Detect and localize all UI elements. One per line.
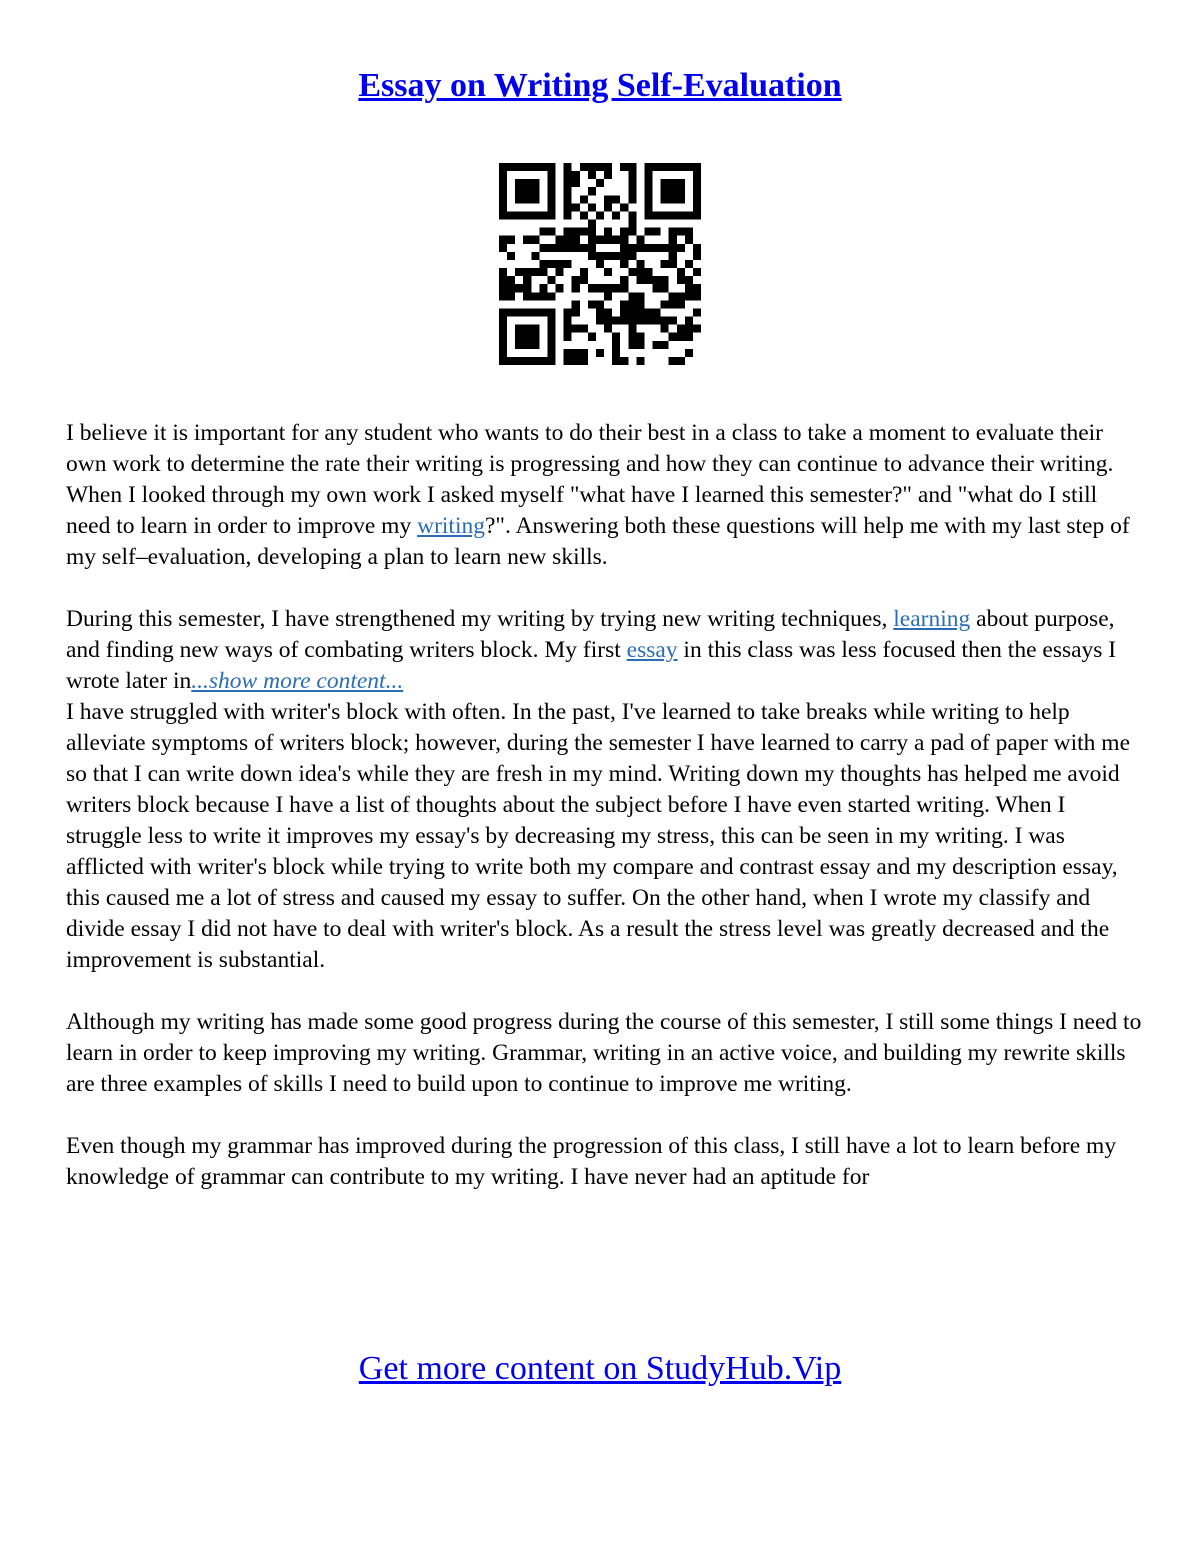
paragraph-text: I believe it is important for any student who wants to do their best in a class to take a moment to evaluate their own work to determine the rate their writing is progressing and how they can continue to advance their writing. When I looked through my own work I asked myself "what have I learned this semester?" and "what do I still need to learn in order to improve my — [66, 420, 1114, 539]
paragraph-text: ?". Answering both these questions will help me with my last step of my self–evaluation, developing a plan to learn new skills. — [66, 513, 1130, 570]
qr-code-icon — [499, 163, 701, 365]
paragraph-text: in this class was less focused then the essays I wrote later in — [66, 637, 1117, 694]
paragraph-text: about purpose, and finding new ways of combating writers block. My first — [66, 606, 1115, 663]
essay-body — [66, 418, 1146, 1193]
page-title — [0, 64, 1200, 108]
show-more-content-link[interactable]: ...show more content... — [191, 668, 404, 694]
paragraph-intro — [66, 418, 1146, 573]
paragraph-progress: Although my writing has made some good progress during the course of this semester, I still some things I need to learn in order to keep improving my writing. Grammar, writing in an active voice, and building my rewrite skills are three examples of skills I need to build upon to continue to improve me writing. — [66, 1009, 1142, 1097]
paragraph-grammar: Even though my grammar has improved during the progression of this class, I still have a lot to learn before my knowledge of grammar can contribute to my writing. I have never had an aptitude for — [66, 1133, 1117, 1190]
paragraph-semester — [66, 604, 1146, 697]
paragraph-writers-block: I have struggled with writer's block with often. In the past, I've learned to take breaks while writing to help alleviate symptoms of writers block; however, during the semester I have learned to carry a pad of paper with me so that I can write down idea's while they are fresh in my mind. Writing down my thoughts has helped me avoid writers block because I have a list of thoughts about the subject before I have even started writing. When I struggle less to write it improves my essay's by decreasing my stress, this can be seen in my writing. I was afflicted with writer's block while trying to write both my compare and contrast essay and my description essay, this caused me a lot of stress and caused my essay to suffer. On the other hand, when I wrote my classify and divide essay I did not have to deal with writer's block. As a result the stress level was greatly decreased and the improvement is substantial. — [66, 699, 1131, 973]
get-more-content-link[interactable]: Get more content on StudyHub.Vip — [358, 1350, 842, 1387]
title-link[interactable]: Essay on Writing Self-Evaluation — [358, 67, 842, 104]
writing-link[interactable]: writing — [417, 513, 485, 539]
learning-link[interactable]: learning — [893, 606, 971, 632]
paragraph-text: During this semester, I have strengthened my writing by trying new writing techniques, — [66, 606, 894, 632]
footer — [0, 1347, 1200, 1391]
essay-link[interactable]: essay — [626, 637, 678, 663]
